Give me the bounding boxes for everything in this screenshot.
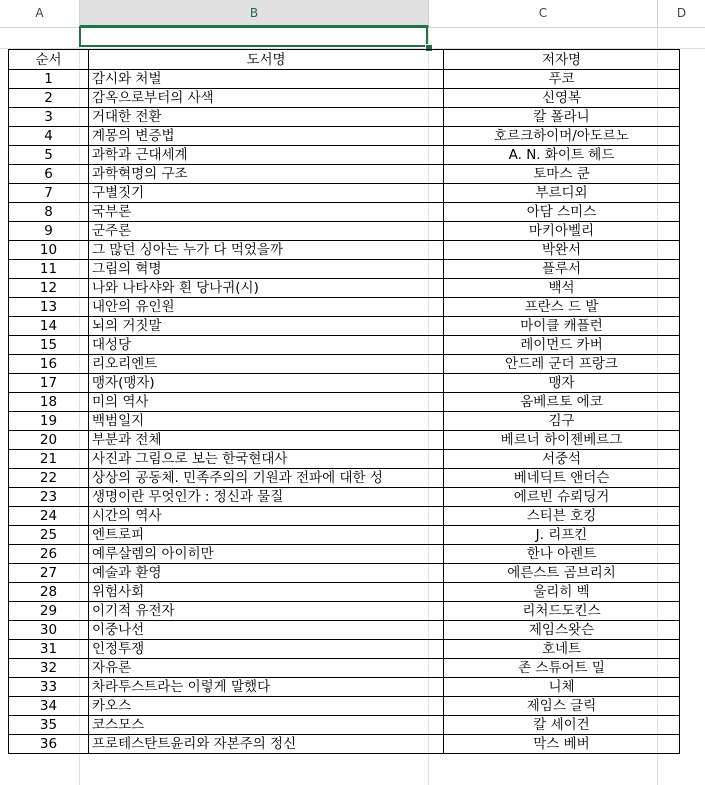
cell-title[interactable]: 나와 나타샤와 흰 당나귀(시)	[89, 279, 444, 298]
cell-author[interactable]: 베르너 하이젠베르그	[444, 431, 680, 450]
table-row	[9, 241, 680, 260]
cell-order[interactable]: 18	[9, 393, 89, 412]
cell-order[interactable]: 2	[9, 89, 89, 108]
cell-order[interactable]: 35	[9, 716, 89, 735]
cell-order[interactable]: 30	[9, 621, 89, 640]
cell-title[interactable]: 그림의 혁명	[89, 260, 444, 279]
table-row	[9, 469, 680, 488]
cell-author[interactable]: 베네딕트 앤더슨	[444, 469, 680, 488]
cell-title[interactable]: 인정투쟁	[89, 640, 444, 659]
cell-title[interactable]: 엔트로피	[89, 526, 444, 545]
cell-order[interactable]: 27	[9, 564, 89, 583]
table-row	[9, 70, 680, 89]
cell-order[interactable]: 34	[9, 697, 89, 716]
table-row	[9, 602, 680, 621]
table-row	[9, 355, 680, 374]
cell-title[interactable]: 카오스	[89, 697, 444, 716]
cell-order[interactable]: 26	[9, 545, 89, 564]
table-row	[9, 165, 680, 184]
cell-author[interactable]: 존 스튜어트 밀	[444, 659, 680, 678]
cell-title[interactable]: 생명이란 무엇인가 : 정신과 물질	[89, 488, 444, 507]
cell-title[interactable]: 부분과 전체	[89, 431, 444, 450]
cell-title[interactable]: 맹자(맹자)	[89, 374, 444, 393]
cell-order[interactable]: 23	[9, 488, 89, 507]
cell-order[interactable]: 10	[9, 241, 89, 260]
cell-order[interactable]: 25	[9, 526, 89, 545]
cell-title[interactable]: 자유론	[89, 659, 444, 678]
cell-order[interactable]: 1	[9, 70, 89, 89]
table-row	[9, 393, 680, 412]
cell-title[interactable]: 백범일지	[89, 412, 444, 431]
cell-title[interactable]: 대성당	[89, 336, 444, 355]
cell-author[interactable]: 호네트	[444, 640, 680, 659]
cell-title[interactable]: 이중나선	[89, 621, 444, 640]
table-row	[9, 564, 680, 583]
cell-author[interactable]: 레이먼드 카버	[444, 336, 680, 355]
cell-author[interactable]: 아담 스미스	[444, 203, 680, 222]
active-cell-b1[interactable]	[79, 26, 428, 47]
cell-title[interactable]: 그 많던 싱아는 누가 다 먹었을까	[89, 241, 444, 260]
table-row	[9, 336, 680, 355]
cell-order[interactable]: 24	[9, 507, 89, 526]
table-row	[9, 127, 680, 146]
table-row	[9, 108, 680, 127]
cell-title[interactable]: 시간의 역사	[89, 507, 444, 526]
cell-author[interactable]: 울리히 벡	[444, 583, 680, 602]
cell-order[interactable]: 3	[9, 108, 89, 127]
column-header-d[interactable]: D	[676, 6, 687, 20]
cell-author[interactable]: 막스 베버	[444, 735, 680, 754]
data-table-wrap	[8, 49, 658, 754]
table-row	[9, 583, 680, 602]
cell-author[interactable]: 맹자	[444, 374, 680, 393]
cell-title[interactable]: 국부론	[89, 203, 444, 222]
cell-title[interactable]: 과학혁명의 구조	[89, 165, 444, 184]
cell-order[interactable]: 33	[9, 678, 89, 697]
cell-title[interactable]: 감옥으로부터의 사색	[89, 89, 444, 108]
cell-author[interactable]: 신영복	[444, 89, 680, 108]
cell-title[interactable]: 뇌의 거짓말	[89, 317, 444, 336]
cell-author[interactable]: 부르디외	[444, 184, 680, 203]
cell-title[interactable]: 이기적 유전자	[89, 602, 444, 621]
cell-title[interactable]: 리오리엔트	[89, 355, 444, 374]
cell-author[interactable]: 박완서	[444, 241, 680, 260]
cell-author[interactable]: 에르빈 슈뢰딩거	[444, 488, 680, 507]
table-row	[9, 431, 680, 450]
cell-title[interactable]: 군주론	[89, 222, 444, 241]
table-row	[9, 260, 680, 279]
table-row	[9, 317, 680, 336]
cell-author[interactable]: 호르크하이머/아도르노	[444, 127, 680, 146]
cell-order[interactable]: 12	[9, 279, 89, 298]
cell-author[interactable]: A. N. 화이트 헤드	[444, 146, 680, 165]
cell-author[interactable]: 토마스 쿤	[444, 165, 680, 184]
cell-author[interactable]: 김구	[444, 412, 680, 431]
column-header-b[interactable]: B	[80, 0, 429, 27]
table-row	[9, 716, 680, 735]
cell-order[interactable]: 28	[9, 583, 89, 602]
cell-author[interactable]: 제임스 글릭	[444, 697, 680, 716]
cell-order[interactable]: 13	[9, 298, 89, 317]
cell-order[interactable]: 19	[9, 412, 89, 431]
table-row	[9, 203, 680, 222]
cell-title[interactable]: 코스모스	[89, 716, 444, 735]
cell-title[interactable]: 프로테스탄트윤리와 자본주의 정신	[89, 735, 444, 754]
cell-title[interactable]: 내안의 유인원	[89, 298, 444, 317]
cell-author[interactable]: 에른스트 곰브리치	[444, 564, 680, 583]
table-row	[9, 450, 680, 469]
table-row	[9, 374, 680, 393]
table-row	[9, 526, 680, 545]
table-row	[9, 640, 680, 659]
cell-author[interactable]: 프란스 드 발	[444, 298, 680, 317]
cell-author[interactable]: 서중석	[444, 450, 680, 469]
header-order[interactable]: 순서	[9, 50, 89, 70]
cell-author[interactable]: 백석	[444, 279, 680, 298]
cell-order[interactable]: 20	[9, 431, 89, 450]
cell-order[interactable]: 8	[9, 203, 89, 222]
cell-author[interactable]: 플루서	[444, 260, 680, 279]
table-row	[9, 678, 680, 697]
table-row	[9, 507, 680, 526]
cell-author[interactable]: 마이클 캐플런	[444, 317, 680, 336]
table-row	[9, 89, 680, 108]
header-title[interactable]: 도서명	[89, 50, 444, 70]
cell-title[interactable]: 과학과 근대세계	[89, 146, 444, 165]
cell-title[interactable]: 거대한 전환	[89, 108, 444, 127]
table-row	[9, 621, 680, 640]
cell-title[interactable]: 사진과 그림으로 보는 한국현대사	[89, 450, 444, 469]
cell-author[interactable]: 마키아벨리	[444, 222, 680, 241]
table-row	[9, 279, 680, 298]
cell-order[interactable]: 14	[9, 317, 89, 336]
cell-title[interactable]: 예술과 환영	[89, 564, 444, 583]
cell-order[interactable]: 11	[9, 260, 89, 279]
cell-title[interactable]: 계몽의 변증법	[89, 127, 444, 146]
cell-author[interactable]: 칼 폴라니	[444, 108, 680, 127]
cell-author[interactable]: 한나 아렌트	[444, 545, 680, 564]
table-row	[9, 659, 680, 678]
cell-author[interactable]: 스티븐 호킹	[444, 507, 680, 526]
cell-author[interactable]: 니체	[444, 678, 680, 697]
cell-title[interactable]: 예루살렘의 아이히만	[89, 545, 444, 564]
cell-title[interactable]: 상상의 공동체. 민족주의의 기원과 전파에 대한 성	[89, 469, 444, 488]
cell-author[interactable]: 제임스왓슨	[444, 621, 680, 640]
cell-order[interactable]: 6	[9, 165, 89, 184]
cell-order[interactable]: 31	[9, 640, 89, 659]
cell-order[interactable]: 4	[9, 127, 89, 146]
cell-author[interactable]: J. 리프킨	[444, 526, 680, 545]
table-body	[9, 70, 680, 754]
cell-order[interactable]: 32	[9, 659, 89, 678]
cell-title[interactable]: 미의 역사	[89, 393, 444, 412]
table-row	[9, 488, 680, 507]
cell-author[interactable]: 안드레 군더 프랑크	[444, 355, 680, 374]
column-header-row	[0, 0, 705, 28]
table-header-row	[9, 50, 680, 70]
cell-order[interactable]: 29	[9, 602, 89, 621]
cell-title[interactable]: 감시와 처벌	[89, 70, 444, 89]
cell-order[interactable]: 16	[9, 355, 89, 374]
cell-author[interactable]: 리처드도킨스	[444, 602, 680, 621]
table-row	[9, 298, 680, 317]
cell-order[interactable]: 17	[9, 374, 89, 393]
cell-author[interactable]: 움베르토 에코	[444, 393, 680, 412]
column-header-c[interactable]: C	[429, 0, 658, 27]
cell-order[interactable]: 15	[9, 336, 89, 355]
table-row	[9, 697, 680, 716]
cell-author[interactable]: 푸코	[444, 70, 680, 89]
table-row	[9, 412, 680, 431]
cell-order[interactable]: 5	[9, 146, 89, 165]
cell-order[interactable]: 9	[9, 222, 89, 241]
cell-order[interactable]: 22	[9, 469, 89, 488]
cell-author[interactable]: 칼 세이건	[444, 716, 680, 735]
book-list-table	[8, 49, 680, 754]
cell-title[interactable]: 구별짓기	[89, 184, 444, 203]
column-header-a[interactable]: A	[0, 0, 80, 27]
table-row	[9, 735, 680, 754]
cell-title[interactable]: 차라투스트라는 이렇게 말했다	[89, 678, 444, 697]
table-row	[9, 222, 680, 241]
cell-order[interactable]: 36	[9, 735, 89, 754]
table-row	[9, 184, 680, 203]
table-row	[9, 545, 680, 564]
cell-title[interactable]: 위험사회	[89, 583, 444, 602]
table-row	[9, 146, 680, 165]
header-author[interactable]: 저자명	[444, 50, 680, 70]
cell-order[interactable]: 21	[9, 450, 89, 469]
cell-order[interactable]: 7	[9, 184, 89, 203]
